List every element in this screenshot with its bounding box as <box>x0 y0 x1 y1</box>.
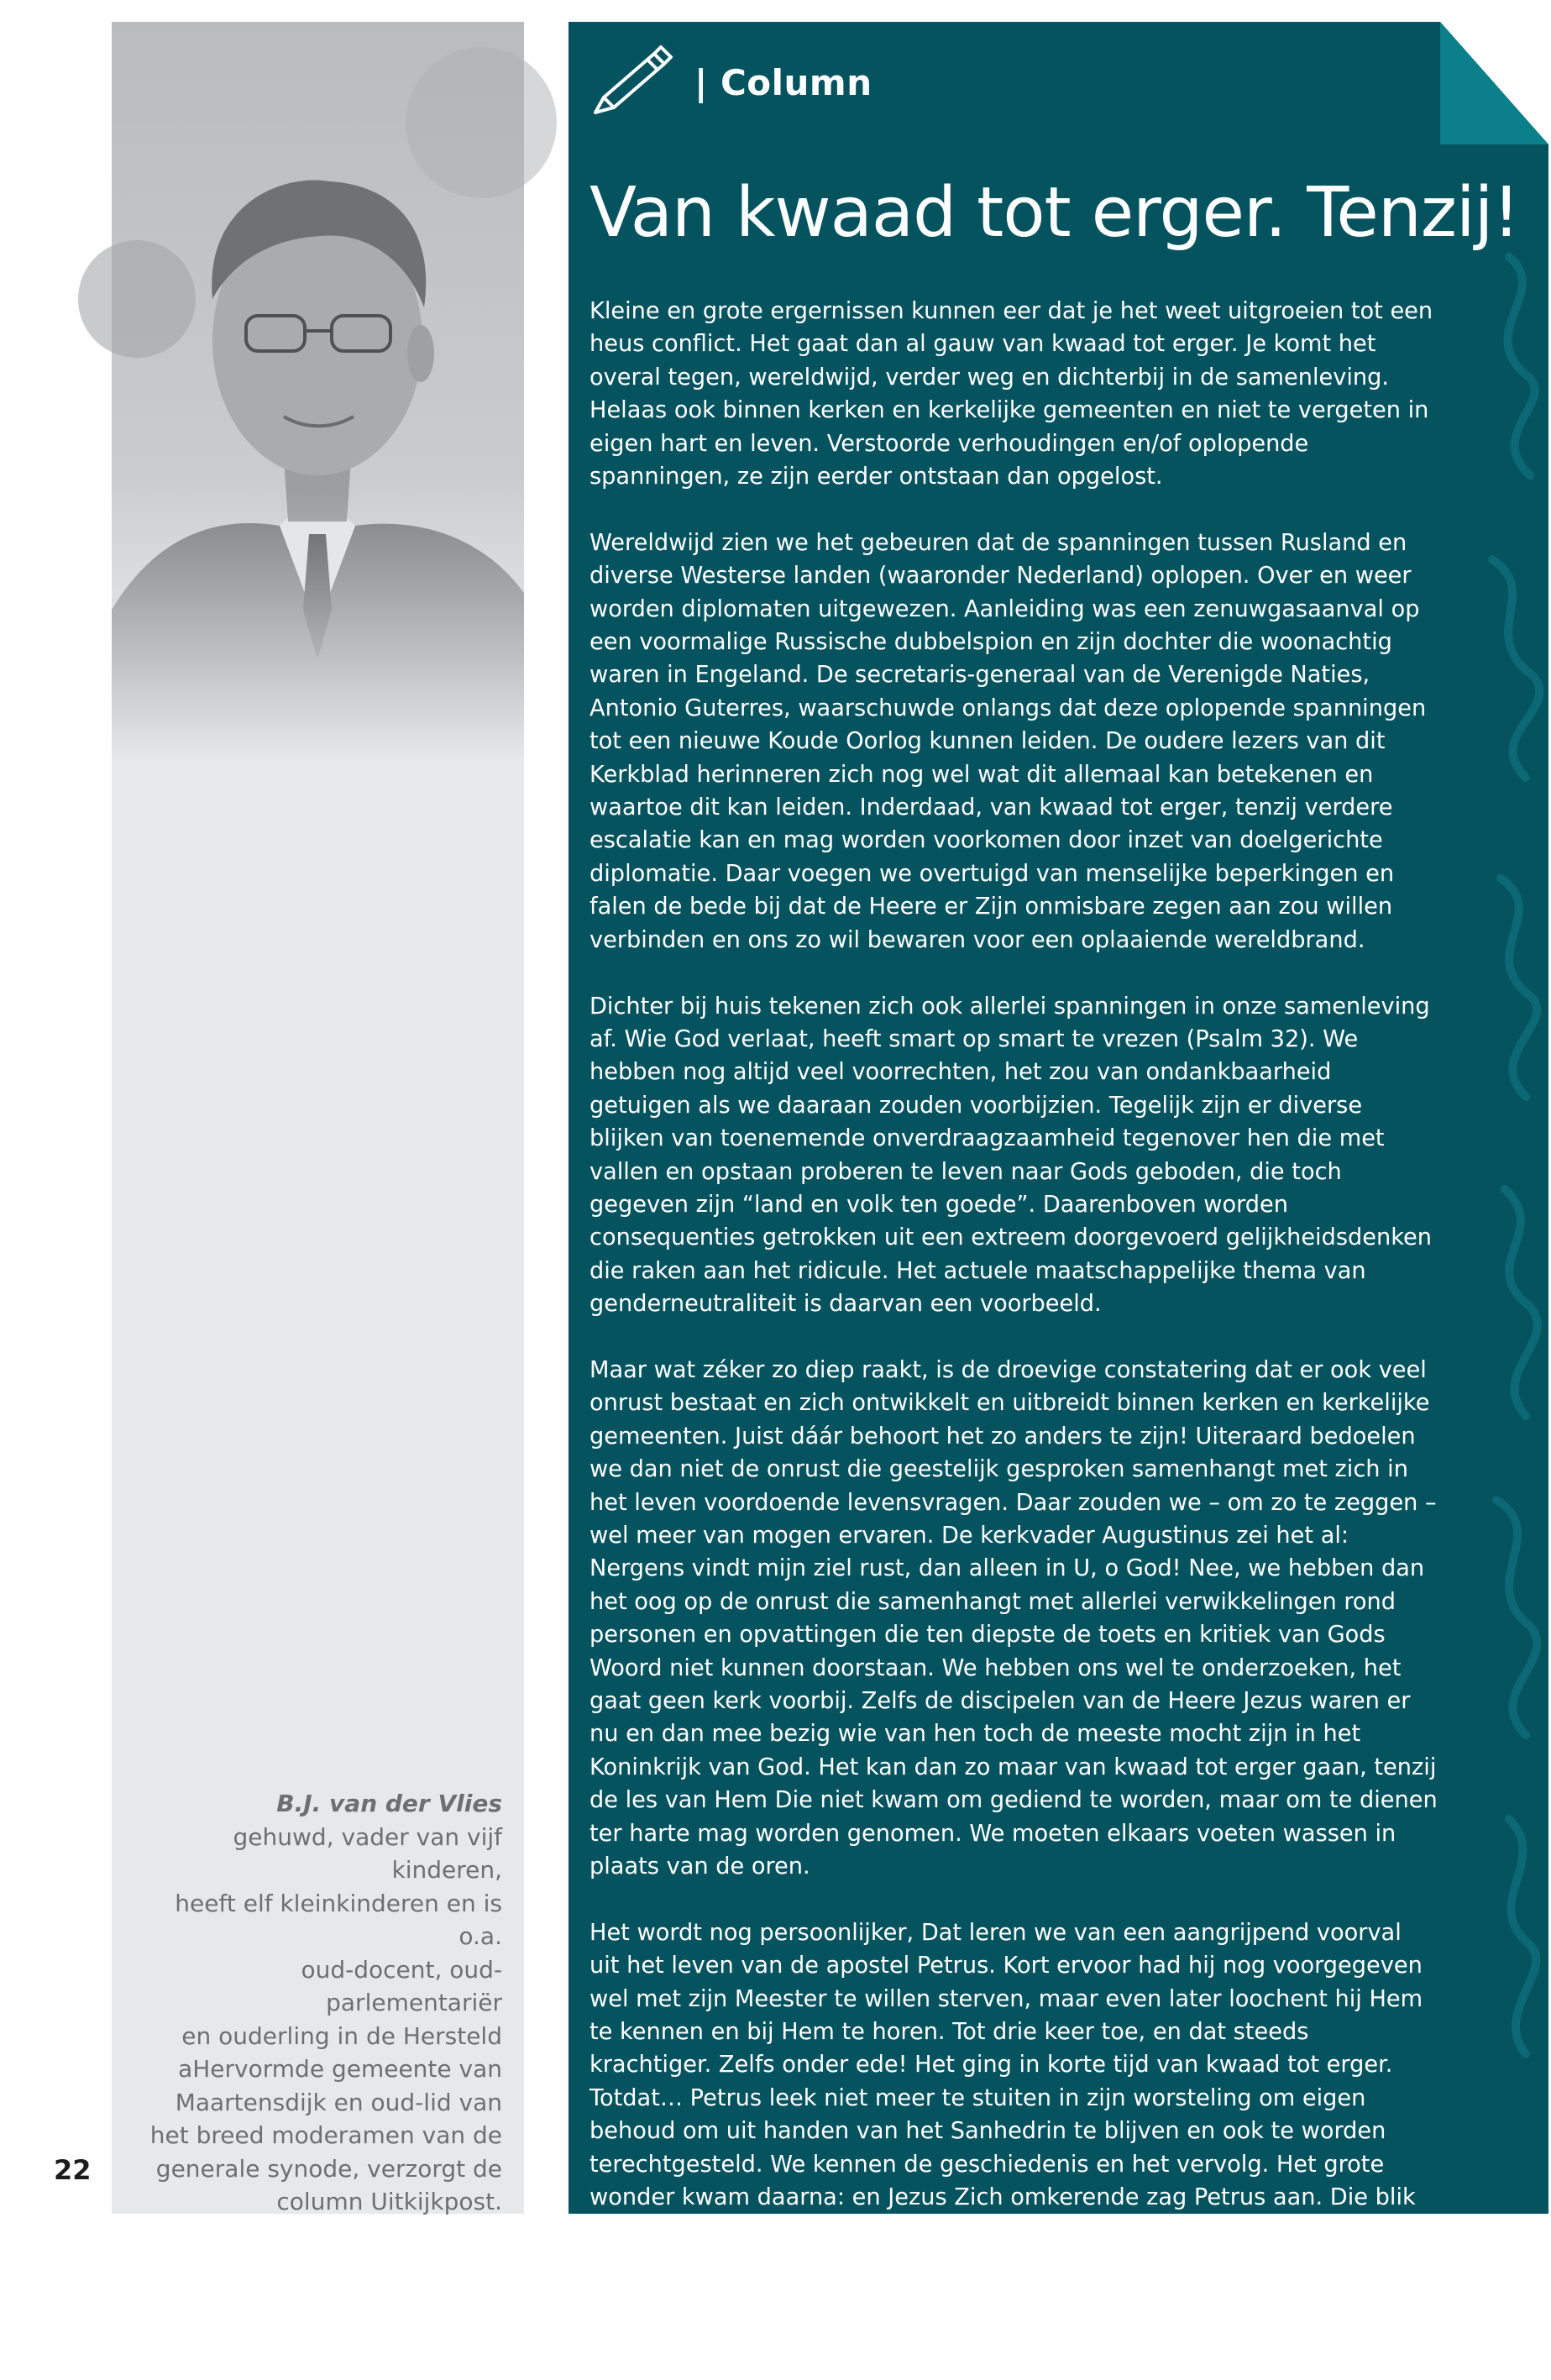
paragraph: Kleine en grote ergernissen kunnen eer dat je het weet uitgroeien tot een heus conflict. Het gaat dan al gauw van kwaad tot erger. Je komt het overal tegen, wereldwijd, verder weg en dichterbij in de samenleving. Helaas ook binnen kerken en kerkelijke gemeenten en niet te vergeten in eigen hart en leven. Verstoorde verhoudingen en/of oplopende spanningen, ze zijn eerder ontstaan dan opgelost. <box>589 298 1433 490</box>
bio-line: generale synode, verzorgt de <box>155 2154 502 2183</box>
paragraph: Wereldwijd zien we het gebeuren dat de spanningen tussen Rusland en diverse Westerse landen (waaronder Nederland) oplopen. Over en weer worden diplomaten uitgewezen. Aanleiding was een zenuwgasaanval op een voormalige Russische dubbelspion en zijn dochter die woonachtig waren in Engeland. De secretaris-generaal van de Verenigde Naties, Antonio Guterres, waarschuwde onlangs dat deze oplopende spanningen tot een nieuwe Koude Oorlog kunnen leiden. De oudere lezers van dit Kerkblad herinneren zich nog wel wat dit allemaal kan betekenen en waartoe dit kan leiden. Inderdaad, van kwaad tot erger, tenzij verdere escalatie kan en mag worden voorkomen door inzet van doelgerichte diplomatie. Daar voegen we overtuigd van menselijke beperkingen en falen de bede bij dat de Heere er Zijn onmisbare zegen aan zou willen verbinden en ons zo wil bewaren voor een oplaaiende wereldbrand. <box>589 529 1427 953</box>
pen-icon <box>587 39 675 114</box>
bio-line: aHervormde gemeente van <box>178 2055 502 2083</box>
article-body <box>589 295 1438 2380</box>
bio-line: Maartensdijk en oud-lid van <box>175 2088 502 2116</box>
bio-line: column Uitkijkpost. <box>276 2188 502 2215</box>
section-label: | Column <box>694 62 872 103</box>
bio-line: oud-docent, oud-parlementariër <box>301 1955 502 2016</box>
article-title: Van kwaad tot erger. Tenzij! <box>589 173 1520 253</box>
author-bio <box>126 1787 502 2219</box>
photo-fade <box>112 492 524 761</box>
bio-line: het breed moderamen van de <box>149 2121 502 2149</box>
author-photo <box>112 22 524 761</box>
article-panel <box>569 22 1548 2343</box>
bio-line: en ouderling in de Hersteld <box>181 2021 502 2050</box>
bio-line: gehuwd, vader van vijf kinderen, <box>233 1822 502 1884</box>
paragraph: Het wordt nog persoonlijker, Dat leren we van een aangrijpend voorval uit het leven van de apostel Petrus. Kort ervoor had hij nog voorgegeven wel met zijn Meester te willen sterven, maar even later loochent hij Hem te kennen en bij Hem te horen. Tot drie keer toe, en dat steeds krachtiger. Zelfs onder ede! Het ging in korte tijd van kwaad tot erger. Totdat… Petrus leek niet meer te stuiten in zijn worsteling om eigen behoud om uit handen van het Sanhedrin te blijven en ook te worden terechtgesteld. We kennen de geschiedenis en het vervolg. Het grote wonder kwam daarna: en Jezus Zich omkerende zag Petrus aan. Die blik verbrak het hart van Petrus. Wat heeft Petrus buiten bitter geweend! Het werd hem tot schuld, beleden en beweend. God zocht hem persoonlijk op de Paasdag op en herstelde hem een dag of wat later aan de oever van de zee van Tiberias in zijn ambt. Van kwaad tot erger, tenzij…! <box>589 1919 1433 2343</box>
paragraph: Dichter bij huis tekenen zich ook allerlei spanningen in onze samenleving af. Wie God verlaat, heeft smart op smart te vrezen (Psalm 32). We hebben nog altijd veel voorrechten, het zou van ondankbaarheid getuigen als we daaraan zouden voorbijzien. Tegelijk zijn er diverse blijken van toenemende onverdraagzaamheid tegenover hen die met vallen en opstaan proberen te leven naar Gods geboden, die toch gegeven zijn “land en volk ten goede”. Daarenboven worden consequenties getrokken uit een extreem doorgevoerd gelijkheidsdenken die raken aan het ridicule. Het actuele maatschappelijke thema van genderneutraliteit is daarvan een voorbeeld. <box>589 993 1432 1318</box>
bio-line: heeft elf kleinkinderen en is o.a. <box>175 1889 502 1950</box>
author-name: B.J. van der Vlies <box>276 1790 502 1817</box>
paragraph: Maar wat zéker zo diep raakt, is de droevige constatering dat er ook veel onrust bestaat en zich ontwikkelt en uitbreidt binnen kerken en kerkelijke gemeenten. Juist dáár behoort het zo anders te zijn! Uiteraard bedoelen we dan niet de onrust die geestelijk gesproken samenhangt met zich in het leven voordoende levensvragen. Daar zouden we – om zo te zeggen – wel meer van mogen ervaren. De kerkvader Augustinus zei het al: Nergens vindt mijn ziel rust, dan alleen in U, o God! Nee, we hebben dan het oog op de onrust die samenhangt met allerlei verwikkelingen rond personen en opvattingen die ten diepste de toets en kritiek van Gods Woord niet kunnen doorstaan. We hebben ons wel te onderzoeken, het gaat geen kerk voorbij. Zelfs de discipelen van de Heere Jezus waren er nu en dan mee bezig wie van hen toch de meeste mocht zijn in het Koninkrijk van God. Het kan dan zo maar van kwaad tot erger gaan, tenzij de les van Hem Die niet kwam om gediend te worden, maar om te dienen ter harte mag worden genomen. We moeten elkaars voeten wassen in plaats van de oren. <box>589 1356 1438 1880</box>
page-number: 22 <box>54 2154 92 2186</box>
decorative-script <box>1459 240 1551 2130</box>
